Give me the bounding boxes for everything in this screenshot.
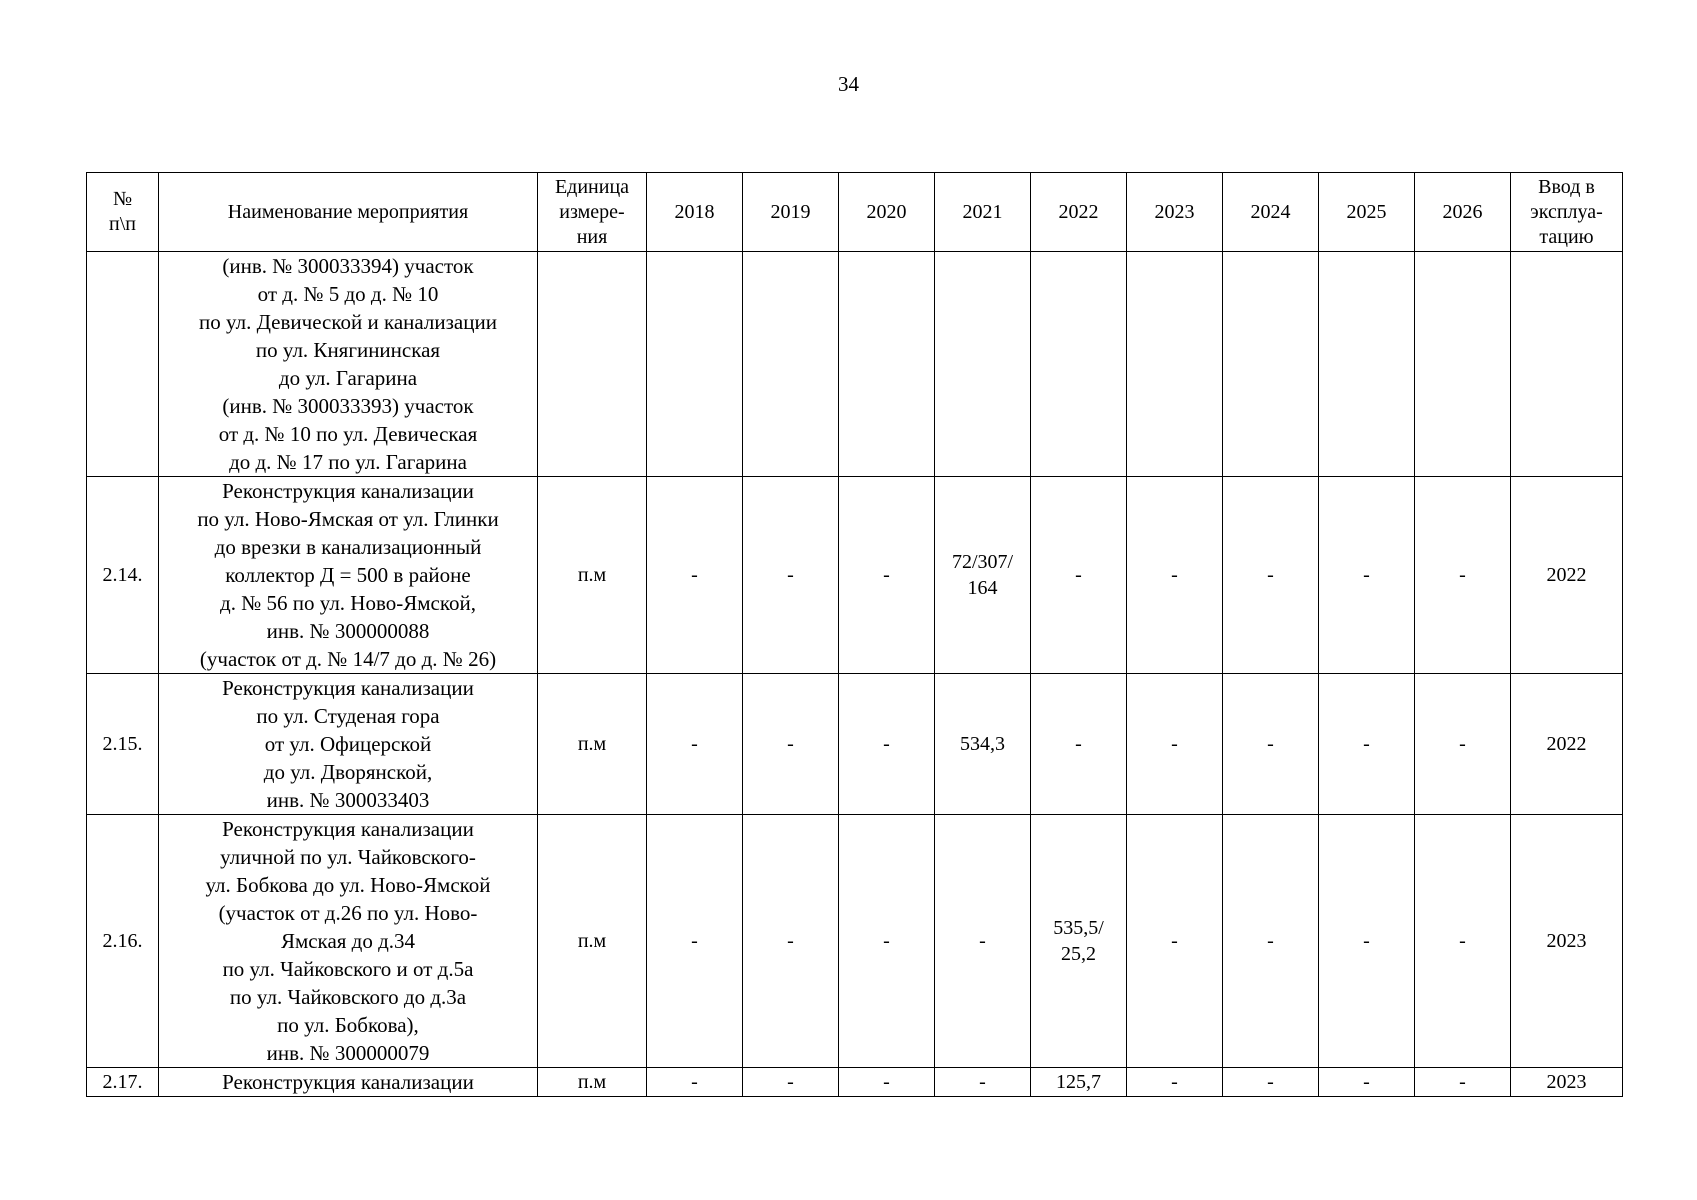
year-value-line: -: [691, 733, 698, 755]
year-value-line: -: [979, 930, 986, 952]
year-value-cell: [839, 815, 935, 1068]
year-value-cell: [1127, 1068, 1223, 1097]
year-value-cell: [1415, 1068, 1511, 1097]
year-value-cell: [1415, 252, 1511, 477]
header-unit-line: ния: [576, 225, 608, 248]
measure-name: [159, 252, 538, 477]
measure-name-line: Реконструкция канализации: [222, 479, 474, 503]
measures-table: [86, 172, 1623, 1097]
header-year: 2018: [647, 173, 743, 252]
year-value-cell: [839, 1068, 935, 1097]
year-value-line: -: [1267, 930, 1274, 952]
year-value-cell: [1415, 674, 1511, 815]
year-value-line: -: [787, 564, 794, 586]
header-commission: [1511, 173, 1623, 252]
year-value-cell: [743, 815, 839, 1068]
year-value-line: -: [1267, 1071, 1274, 1093]
measure-name-line: инв. № 300000079: [266, 1041, 430, 1065]
table-row: [87, 815, 1623, 1068]
header-year: 2024: [1223, 173, 1319, 252]
row-number: [87, 252, 159, 477]
header-year: 2023: [1127, 173, 1223, 252]
year-value-cell: [1127, 477, 1223, 674]
year-value-cell: [839, 674, 935, 815]
year-value-line: -: [787, 930, 794, 952]
table-row: [87, 1068, 1623, 1097]
table-body: [87, 252, 1623, 1097]
row-number: 2.17.: [87, 1068, 159, 1097]
measure-name-line: до д. № 17 по ул. Гагарина: [229, 450, 467, 474]
measure-name-line: уличной по ул. Чайковского-: [220, 845, 476, 869]
measure-name-line: ул. Бобкова до ул. Ново-Ямской: [205, 873, 491, 897]
year-value-cell: [1415, 477, 1511, 674]
commission-year: 2023: [1511, 1068, 1623, 1097]
year-value-cell: [1319, 815, 1415, 1068]
header-num: [87, 173, 159, 252]
measure-name-line: коллектор Д = 500 в районе: [225, 563, 471, 587]
year-value-line: -: [1171, 564, 1178, 586]
measure-name-line: от д. № 5 до д. № 10: [257, 282, 439, 306]
measure-name-line: Реконструкция канализации: [222, 676, 474, 700]
year-value-cell: [935, 815, 1031, 1068]
year-value-line: -: [1459, 564, 1466, 586]
header-commission-line: эксплуа-: [1530, 200, 1603, 223]
measure-name-line: по ул. Чайковского до д.3а: [229, 985, 467, 1009]
year-value-line: -: [883, 733, 890, 755]
year-value-cell: [1031, 477, 1127, 674]
measure-name-line: по ул. Чайковского и от д.5а: [222, 957, 474, 981]
year-value-cell: [935, 252, 1031, 477]
year-value-line: 534,3: [960, 733, 1005, 755]
year-value-cell: [1223, 1068, 1319, 1097]
measure-name-line: до врезки в канализационный: [214, 535, 482, 559]
unit-cell: п.м: [538, 674, 647, 815]
year-value-cell: [647, 252, 743, 477]
unit-cell: [538, 252, 647, 477]
year-value-line: -: [1459, 930, 1466, 952]
year-value-line: -: [1171, 930, 1178, 952]
unit-cell: п.м: [538, 1068, 647, 1097]
year-value-cell: [743, 252, 839, 477]
header-commission-line: тацию: [1539, 225, 1594, 248]
header-year: 2021: [935, 173, 1031, 252]
year-value-line: -: [787, 733, 794, 755]
measure-name-line: до ул. Гагарина: [278, 366, 418, 390]
table-header-row: [87, 173, 1623, 252]
measure-name: [159, 815, 538, 1068]
year-value-cell: [1127, 252, 1223, 477]
measure-name-line: (участок от д.26 по ул. Ново-: [218, 901, 478, 925]
header-unit-line: измере-: [559, 200, 625, 223]
year-value-line: -: [1459, 1071, 1466, 1093]
year-value-cell: [1319, 1068, 1415, 1097]
row-number: 2.16.: [87, 815, 159, 1068]
measure-name-line: по ул. Студеная гора: [256, 704, 440, 728]
year-value-line: -: [787, 1071, 794, 1093]
year-value-line: -: [883, 564, 890, 586]
commission-year: 2022: [1511, 477, 1623, 674]
year-value-cell: [647, 674, 743, 815]
header-year: 2025: [1319, 173, 1415, 252]
year-value-cell: [1223, 815, 1319, 1068]
year-value-cell: [647, 815, 743, 1068]
year-value-line: -: [1171, 733, 1178, 755]
year-value-line: -: [1171, 1071, 1178, 1093]
measure-name: [159, 674, 538, 815]
measure-name-line: от д. № 10 по ул. Девическая: [218, 422, 478, 446]
year-value-cell: [1031, 674, 1127, 815]
commission-year: 2023: [1511, 815, 1623, 1068]
measure-name-line: Ямская до д.34: [280, 929, 416, 953]
measure-name-line: до ул. Дворянской,: [263, 760, 433, 784]
year-value-line: -: [1075, 564, 1082, 586]
measure-name: [159, 1068, 538, 1097]
measure-name-line: (инв. № 300033393) участок: [222, 394, 474, 418]
year-value-cell: [1319, 674, 1415, 815]
year-value-line: -: [691, 930, 698, 952]
year-value-line: -: [1267, 564, 1274, 586]
year-value-cell: [1127, 815, 1223, 1068]
measure-name-line: от ул. Офицерской: [264, 732, 432, 756]
unit-cell: п.м: [538, 815, 647, 1068]
year-value-cell: [1223, 252, 1319, 477]
header-commission-line: Ввод в: [1538, 175, 1595, 198]
year-value-line: 72/307/: [951, 551, 1014, 573]
year-value-line: -: [1363, 1071, 1370, 1093]
year-value-cell: [743, 477, 839, 674]
year-value-cell: [1415, 815, 1511, 1068]
header-unit: [538, 173, 647, 252]
measure-name-line: по ул. Ново-Ямская от ул. Глинки: [197, 507, 499, 531]
year-value-line: -: [1075, 733, 1082, 755]
measure-name-line: (инв. № 300033394) участок: [222, 254, 474, 278]
header-name: Наименование мероприятия: [159, 173, 538, 252]
year-value-cell: [647, 477, 743, 674]
measure-name-line: д. № 56 по ул. Ново-Ямской,: [220, 591, 476, 615]
year-value-cell: [935, 1068, 1031, 1097]
year-value-line: -: [1363, 930, 1370, 952]
year-value-line: 25,2: [1061, 943, 1096, 965]
measure-name-line: инв. № 300033403: [266, 788, 430, 812]
year-value-cell: [1031, 815, 1127, 1068]
measure-name-line: инв. № 300000088: [266, 619, 430, 643]
year-value-cell: [1031, 1068, 1127, 1097]
year-value-cell: [1223, 674, 1319, 815]
year-value-line: -: [691, 1071, 698, 1093]
header-year: 2019: [743, 173, 839, 252]
measure-name-line: по ул. Бобкова),: [277, 1013, 419, 1037]
row-number: 2.15.: [87, 674, 159, 815]
year-value-cell: [935, 674, 1031, 815]
year-value-cell: [1031, 252, 1127, 477]
commission-year: [1511, 252, 1623, 477]
year-value-cell: [1319, 252, 1415, 477]
year-value-line: -: [1267, 733, 1274, 755]
measure-name: [159, 477, 538, 674]
measure-name-line: по ул. Княгининская: [255, 338, 441, 362]
measure-name-line: по ул. Девической и канализации: [199, 310, 497, 334]
year-value-cell: [1223, 477, 1319, 674]
year-value-cell: [839, 477, 935, 674]
table-row: [87, 252, 1623, 477]
measure-name-line: Реконструкция канализации: [222, 817, 474, 841]
year-value-cell: [743, 674, 839, 815]
table-row: [87, 477, 1623, 674]
header-num-line: №: [112, 188, 133, 210]
header-year: 2026: [1415, 173, 1511, 252]
year-value-cell: [1319, 477, 1415, 674]
header-year: 2020: [839, 173, 935, 252]
year-value-line: 125,7: [1056, 1071, 1101, 1093]
year-value-line: -: [1363, 564, 1370, 586]
unit-cell: п.м: [538, 477, 647, 674]
header-year: 2022: [1031, 173, 1127, 252]
year-value-line: 535,5/: [1053, 917, 1104, 939]
measure-name-line: (участок от д. № 14/7 до д. № 26): [199, 647, 497, 671]
measure-name-line: Реконструкция канализации: [222, 1070, 474, 1094]
year-value-line: -: [1363, 733, 1370, 755]
year-value-line: -: [979, 1071, 986, 1093]
commission-year: 2022: [1511, 674, 1623, 815]
year-value-line: -: [1459, 733, 1466, 755]
year-value-line: -: [883, 930, 890, 952]
year-value-cell: [743, 1068, 839, 1097]
page-number: 34: [838, 72, 859, 96]
year-value-line: -: [883, 1071, 890, 1093]
year-value-cell: [935, 477, 1031, 674]
year-value-cell: [1127, 674, 1223, 815]
year-value-cell: [647, 1068, 743, 1097]
table-row: [87, 674, 1623, 815]
year-value-cell: [839, 252, 935, 477]
year-value-line: -: [691, 564, 698, 586]
year-value-line: 164: [967, 577, 998, 599]
header-unit-line: Единица: [554, 175, 630, 198]
row-number: 2.14.: [87, 477, 159, 674]
header-num-line: п\п: [109, 213, 136, 235]
